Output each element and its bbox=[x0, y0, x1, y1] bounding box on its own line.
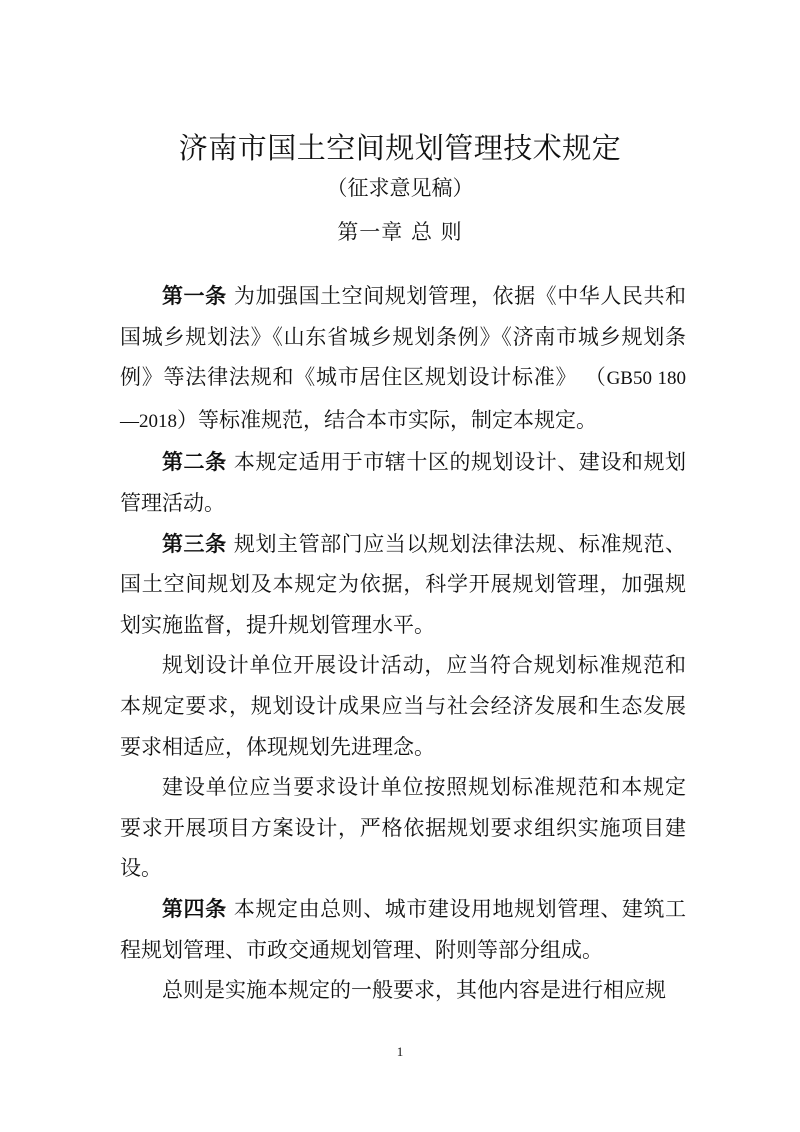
article-text: ）等标准规范，结合本市实际，制定本规定。 bbox=[177, 407, 597, 432]
article-label: 第二条 bbox=[162, 450, 227, 475]
article-4 bbox=[120, 889, 686, 970]
article-label: 第三条 bbox=[162, 531, 227, 556]
article-1 bbox=[120, 276, 686, 442]
document-subtitle: （征求意见稿） bbox=[326, 176, 474, 200]
chapter-heading: 第一章 总 则 bbox=[337, 220, 463, 244]
page-number: 1 bbox=[396, 1044, 404, 1059]
article-text: 本规定适用于市辖十区的规划设计、建设和规划管理活动。 bbox=[120, 450, 686, 515]
document-title: 济南市国土空间规划管理技术规定 bbox=[178, 131, 622, 165]
standard-code: GB50 180—2018 bbox=[120, 368, 686, 432]
article-3 bbox=[120, 524, 686, 646]
article-label: 第一条 bbox=[162, 284, 227, 308]
document-body bbox=[120, 276, 686, 1011]
article-label: 第四条 bbox=[162, 896, 227, 921]
article-2 bbox=[120, 442, 686, 523]
article-text: 规划主管部门应当以规划法律法规、标准规范、国土空间规划及本规定为依据，科学开展规划管理，加强规划实施监督，提升规划管理水平。 bbox=[120, 531, 686, 637]
article-text: 本规定由总则、城市建设用地规划管理、建筑工程规划管理、市政交通规划管理、附则等部分组成。 bbox=[120, 896, 686, 962]
paragraph-general-rules: 总则是实施本规定的一般要求，其他内容是进行相应规 bbox=[162, 978, 666, 1003]
paragraph-construction-units: 建设单位应当要求设计单位按照规划标准规范和本规定要求开展项目方案设计，严格依据规划要求组织实施项目建设。 bbox=[120, 775, 686, 881]
article-text: 为加强国土空间规划管理，依据《中华人民共和国城乡规划法》《山东省城乡规划条例》《济南市城乡规划条例》等法律法规和《城市居住区规划设计标准》 （ bbox=[120, 284, 686, 390]
paragraph-design-units: 规划设计单位开展设计活动，应当符合规划标准规范和本规定要求，规划设计成果应当与社会经济发展和生态发展要求相适应，体现规划先进理念。 bbox=[120, 653, 686, 759]
